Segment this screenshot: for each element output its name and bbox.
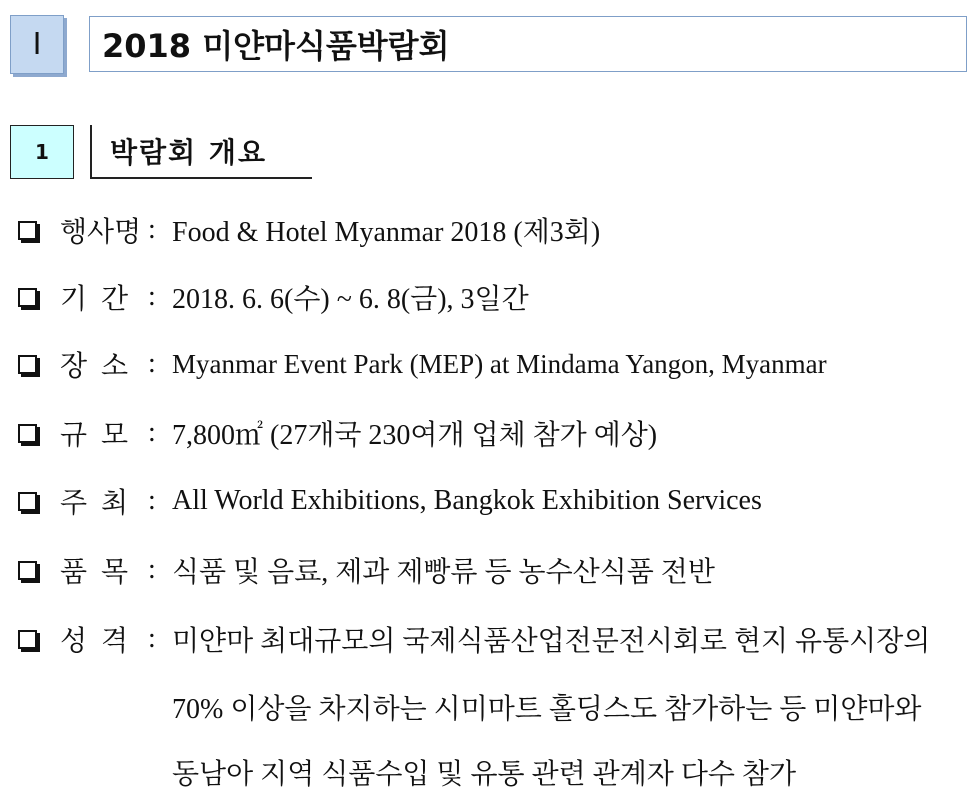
item-colon: : [148,554,156,585]
section-title-text: 2018 미얀마식품박람회 [102,27,450,65]
section-number: Ⅰ [10,15,64,74]
item-label: 성 격 [60,626,129,657]
item-value: Food & Hotel Myanmar 2018 (제3회) [172,217,601,248]
checkbox-bullet-icon [18,424,37,443]
item-label: 주 최 [60,488,129,519]
item-value: All World Exhibitions, Bangkok Exhibition Services [172,485,762,516]
item-value-continuation: 70% 이상을 차지하는 시미마트 홀딩스도 참가하는 등 미얀마와 [172,694,922,725]
item-label: 장 소 [60,351,129,382]
item-label: 기 간 [60,284,129,315]
item-value-continuation: 동남아 지역 식품수입 및 유통 관련 관계자 다수 참가 [172,759,797,790]
checkbox-bullet-icon [18,221,37,240]
item-label: 규 모 [60,420,129,451]
checkbox-bullet-icon [18,288,37,307]
subsection-title-text: 박람회 개요 [110,136,267,169]
subsection-number: 1 [10,125,74,179]
subsection-title [90,125,312,179]
item-label: 행사명 [60,217,142,248]
item-label: 품 목 [60,557,129,588]
item-value: Myanmar Event Park (MEP) at Mindama Yangon, Myanmar [172,348,827,379]
item-value: 미얀마 최대규모의 국제식품산업전문전시회로 현지 유통시장의 [172,626,931,657]
item-colon: : [148,485,156,516]
checkbox-bullet-icon [18,355,37,374]
item-colon: : [148,281,156,312]
checkbox-bullet-icon [18,561,37,580]
checkbox-bullet-icon [18,492,37,511]
item-value: 식품 및 음료, 제과 제빵류 등 농수산식품 전반 [172,557,715,588]
item-colon: : [148,623,156,654]
item-colon: : [148,417,156,448]
item-value: 2018. 6. 6(수) ~ 6. 8(금), 3일간 [172,284,529,315]
item-colon: : [148,348,156,379]
item-value: 7,800㎡ (27개국 230여개 업체 참가 예상) [172,420,658,451]
item-colon: : [148,214,156,245]
checkbox-bullet-icon [18,630,37,649]
section-title [89,16,967,72]
